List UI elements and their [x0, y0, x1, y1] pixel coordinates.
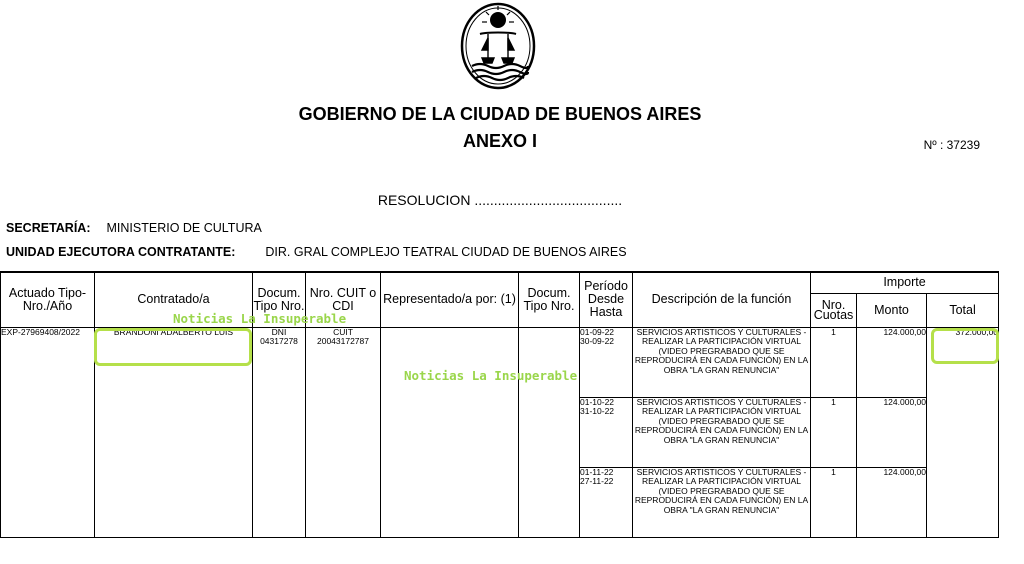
doc-number: 04317278 [260, 336, 298, 346]
header-nro-cuotas: Nro. Cuotas [811, 293, 857, 327]
cell-monto-2: 124.000,00 [857, 397, 927, 467]
page-title: GOBIERNO DE LA CIUDAD DE BUENOS AIRES [298, 104, 702, 124]
cell-monto-3: 124.000,00 [857, 467, 927, 537]
cell-total: 372.000,00 [927, 327, 999, 537]
periodo-hasta: 27-11-22 [580, 476, 614, 486]
cell-actuado: EXP-27969408/2022 [1, 327, 95, 537]
cell-descripcion-1: SERVICIOS ARTISTICOS Y CULTURALES - REALIZAR LA PARTICIPACIÓN VIRTUAL (VIDEO PREGRABADO QUE SE REPRODUCIRÁ EN CADA FUNCIÓN) EN LA OBRA "LA GRAN RENUNCIA" [633, 327, 811, 397]
periodo-desde: 01-11-22 [580, 466, 614, 477]
header-cuit: Nro. CUIT o CDI [306, 272, 381, 327]
document-number: Nº : 37239 [923, 138, 980, 152]
header-actuado: Actuado Tipo-Nro./Año [1, 272, 95, 327]
cell-documento-2 [519, 327, 580, 537]
cell-periodo-1 [580, 327, 633, 397]
cuit-type: CUIT [333, 326, 353, 337]
cell-periodo-2 [580, 397, 633, 467]
unidad-row [6, 245, 627, 259]
cell-documento [253, 327, 306, 537]
header-docum: Docum. Tipo Nro. [253, 272, 306, 327]
contracts-table [0, 271, 999, 538]
header-periodo: Período Desde Hasta [580, 272, 633, 327]
header-monto: Monto [857, 293, 927, 327]
cell-descripcion-2: SERVICIOS ARTISTICOS Y CULTURALES - REALIZAR LA PARTICIPACIÓN VIRTUAL (VIDEO PREGRABADO QUE SE REPRODUCIRÁ EN CADA FUNCIÓN) EN LA OBRA "LA GRAN RENUNCIA" [633, 397, 811, 467]
header-docum-2: Docum. Tipo Nro. [519, 272, 580, 327]
secretaria-row [6, 221, 262, 235]
cell-periodo-3 [580, 467, 633, 537]
header-descripcion: Descripción de la función [633, 272, 811, 327]
cell-contratado: BRANDONI ADALBERTO LUIS [95, 327, 253, 537]
unidad-label: UNIDAD EJECUTORA CONTRATANTE: [6, 245, 236, 259]
cell-representado [381, 327, 519, 537]
cell-monto-1: 124.000,00 [857, 327, 927, 397]
cell-cuotas-1: 1 [811, 327, 857, 397]
periodo-desde: 01-10-22 [580, 396, 615, 407]
doc-type: DNI [271, 326, 287, 337]
periodo-hasta: 31-10-22 [580, 406, 615, 416]
page-subtitle: ANEXO I [462, 131, 537, 151]
cell-cuit [306, 327, 381, 537]
resolution-line: RESOLUCION ...................................... [377, 192, 623, 208]
cell-descripcion-3: SERVICIOS ARTISTICOS Y CULTURALES - REALIZAR LA PARTICIPACIÓN VIRTUAL (VIDEO PREGRABADO QUE SE REPRODUCIRÁ EN CADA FUNCIÓN) EN LA OBRA "LA GRAN RENUNCIA" [633, 467, 811, 537]
watermark-text: Noticias La Insuperable [404, 368, 578, 383]
periodo-desde: 01-09-22 [580, 326, 615, 337]
header-importe: Importe [811, 272, 999, 293]
periodo-hasta: 30-09-22 [580, 336, 615, 346]
secretaria-value: MINISTERIO DE CULTURA [106, 221, 262, 235]
header-representado: Representado/a por: (1) [381, 272, 519, 327]
secretaria-label: SECRETARÍA: [6, 221, 91, 235]
table-row [1, 327, 999, 397]
cell-cuotas-2: 1 [811, 397, 857, 467]
header-total: Total [927, 293, 999, 327]
cell-cuotas-3: 1 [811, 467, 857, 537]
cuit-number: 20043172787 [316, 336, 369, 346]
watermark-text: Noticias La Insuperable [173, 311, 347, 326]
city-crest-icon [458, 0, 538, 92]
unidad-value: DIR. GRAL COMPLEJO TEATRAL CIUDAD DE BUENOS AIRES [265, 245, 627, 259]
header-contratado: Contratado/a [95, 272, 253, 327]
